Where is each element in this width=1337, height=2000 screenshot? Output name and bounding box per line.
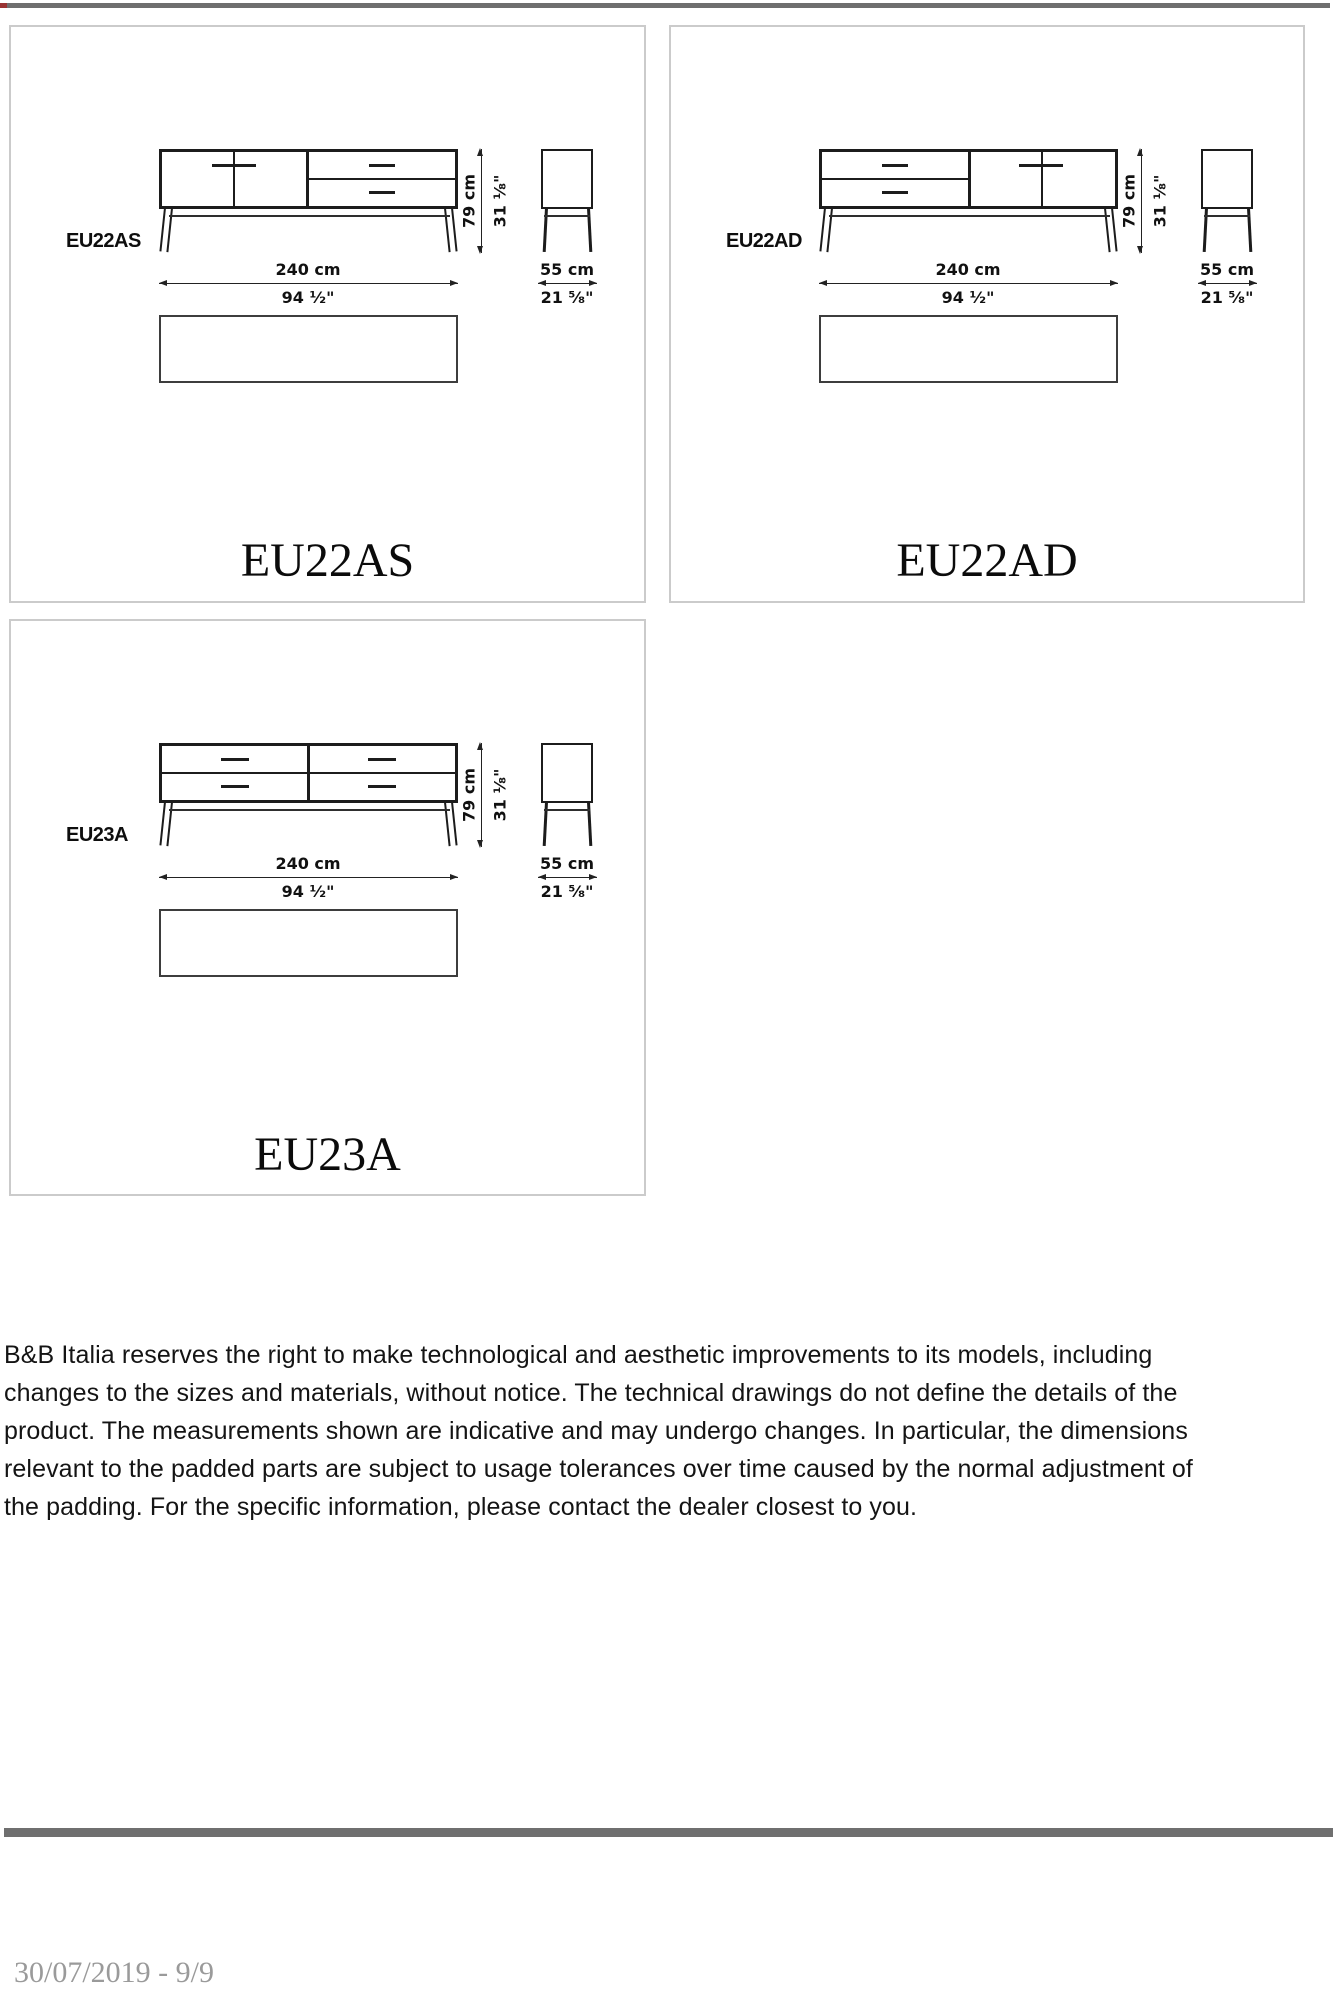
panel-title: EU22AS — [240, 534, 415, 587]
drawer-divider — [309, 178, 455, 180]
leg-rail — [829, 215, 1110, 217]
side-view-drawing — [541, 149, 593, 209]
plan-view-drawing — [159, 909, 458, 977]
door-handle — [212, 164, 256, 167]
width-dimension-line — [159, 283, 458, 284]
model-code-label: EU23A — [66, 824, 128, 846]
door-divider — [233, 152, 235, 206]
red-accent-mark — [0, 3, 7, 8]
leg-rail — [544, 809, 590, 811]
width-dimension-line — [159, 877, 458, 878]
height-cm-label: 79 cm — [459, 768, 479, 822]
leg-rail — [544, 215, 590, 217]
depth-dimension-line — [538, 877, 597, 878]
legal-disclaimer — [4, 1336, 1193, 1526]
front-view-drawing — [159, 149, 458, 209]
width-cm-label: 240 cm — [275, 260, 341, 279]
drawer-handle — [369, 164, 395, 167]
side-view-drawing — [541, 743, 593, 803]
height-in-label: 31 ¹⁄₈" — [490, 174, 510, 228]
width-in-label: 94 ¹⁄₂" — [281, 288, 335, 307]
plan-view-drawing — [159, 315, 458, 383]
depth-in-label: 21 ⁵⁄₈" — [540, 882, 594, 901]
height-in-label: 31 ¹⁄₈" — [490, 768, 510, 822]
depth-in-label: 21 ⁵⁄₈" — [1200, 288, 1254, 307]
disclaimer-line: product. The measurements shown are indicative and may undergo changes. In particular, the dimensions — [4, 1417, 1188, 1445]
leg-rail — [1204, 215, 1250, 217]
depth-in-label: 21 ⁵⁄₈" — [540, 288, 594, 307]
height-dimension-line — [481, 743, 482, 847]
door-handle — [1019, 164, 1063, 167]
section-divider — [968, 152, 971, 206]
drawer-divider — [822, 178, 968, 180]
width-cm-label: 240 cm — [275, 854, 341, 873]
drawer-handle — [368, 758, 396, 761]
plan-view-drawing — [819, 315, 1118, 383]
model-code-label: EU22AD — [726, 230, 802, 252]
drawer-handle — [882, 191, 908, 194]
product-panel-eu23a — [9, 619, 646, 1196]
depth-cm-label: 55 cm — [540, 260, 594, 279]
front-view-drawing — [159, 743, 458, 803]
disclaimer-line: changes to the sizes and materials, without notice. The technical drawings do not define the details of the — [4, 1379, 1178, 1407]
width-in-label: 94 ¹⁄₂" — [281, 882, 335, 901]
date-page-number: 30/07/2019 - 9/9 — [14, 1956, 214, 1989]
depth-dimension-line — [538, 283, 597, 284]
product-panel-eu22ad — [669, 25, 1305, 603]
depth-cm-label: 55 cm — [1200, 260, 1254, 279]
height-cm-label: 79 cm — [459, 174, 479, 228]
disclaimer-line: the padding. For the specific information, please contact the dealer closest to you. — [4, 1493, 918, 1521]
height-dimension-line — [481, 149, 482, 253]
product-panel-eu22as — [9, 25, 646, 603]
drawer-handle — [221, 785, 249, 788]
model-code-label: EU22AS — [66, 230, 141, 252]
height-in-label: 31 ¹⁄₈" — [1150, 174, 1170, 228]
drawer-handle — [221, 758, 249, 761]
disclaimer-line: relevant to the padded parts are subject to usage tolerances over time caused by the normal adjustment of — [4, 1455, 1193, 1483]
drawer-handle — [882, 164, 908, 167]
drawer-handle — [368, 785, 396, 788]
width-cm-label: 240 cm — [935, 260, 1001, 279]
front-view-drawing — [819, 149, 1118, 209]
disclaimer-line: B&B Italia reserves the right to make technological and aesthetic improvements to its models, including — [4, 1341, 1153, 1369]
top-rule-bar — [0, 3, 1330, 8]
panel-title: EU23A — [254, 1128, 401, 1181]
bottom-rule-bar — [4, 1828, 1333, 1837]
width-in-label: 94 ¹⁄₂" — [941, 288, 995, 307]
height-dimension-line — [1141, 149, 1142, 253]
gray-rule — [7, 3, 1330, 8]
width-dimension-line — [819, 283, 1118, 284]
drawer-handle — [369, 191, 395, 194]
depth-cm-label: 55 cm — [540, 854, 594, 873]
depth-dimension-line — [1198, 283, 1257, 284]
leg-rail — [169, 809, 450, 811]
side-view-drawing — [1201, 149, 1253, 209]
door-divider — [1041, 152, 1043, 206]
leg-rail — [169, 215, 450, 217]
drawer-divider — [162, 772, 455, 774]
panel-title: EU22AD — [896, 534, 1078, 587]
height-cm-label: 79 cm — [1119, 174, 1139, 228]
